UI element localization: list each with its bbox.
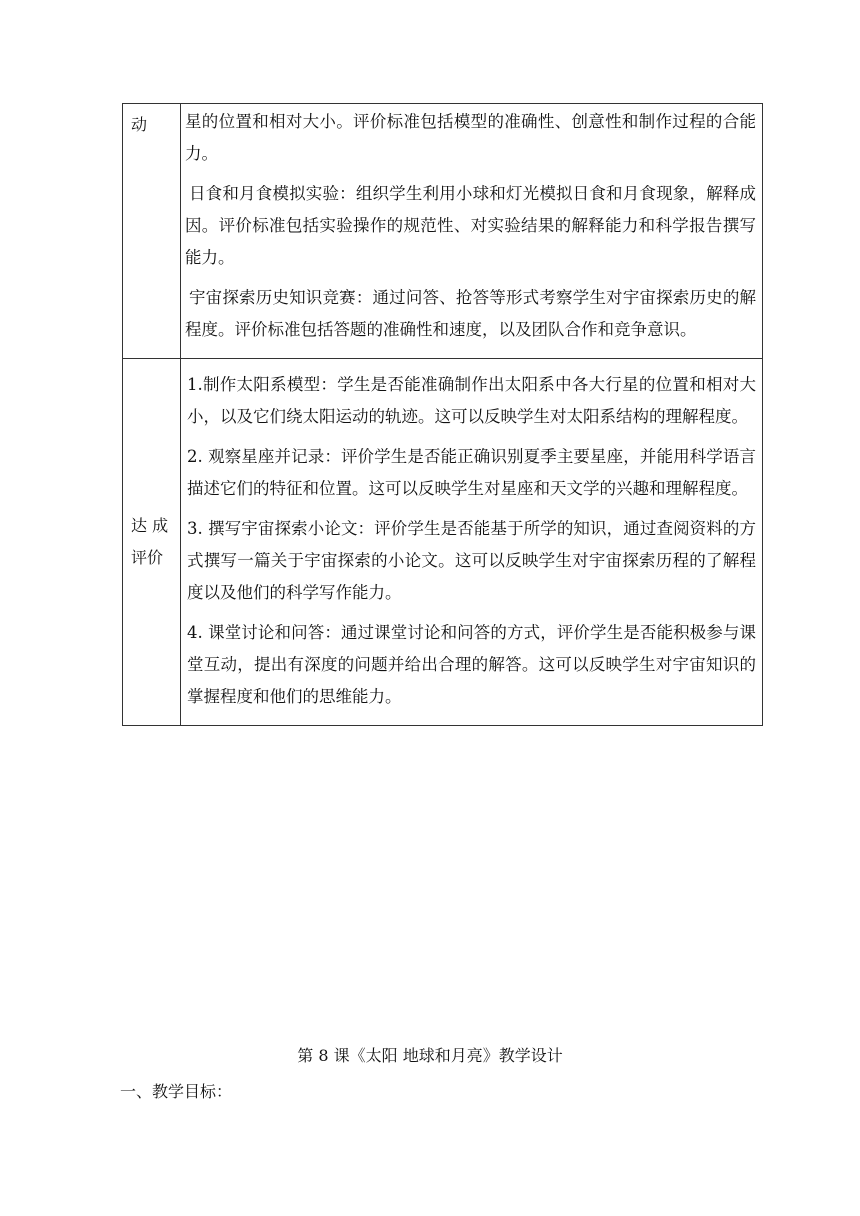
criterion-item-4: 4. 课堂讨论和问答：通过课堂讨论和问答的方式，评价学生是否能积极参与课堂互动，提出有深度的问题并给出合理的解答。这可以反映学生对宇宙知识的掌握程度和他们的思维能力。 — [187, 623, 756, 706]
table-row-activity — [123, 104, 763, 359]
activity-content-cell — [181, 104, 763, 359]
evaluation-table — [122, 103, 763, 726]
row-label-activity: 动 — [123, 104, 181, 359]
lesson-title: 第 8 课《太阳 地球和月亮》教学设计 — [297, 1046, 563, 1065]
criterion-item-2: 2. 观察星座并记录：评价学生是否能正确识别夏季主要星座，并能用科学语言描述它们的特征和位置。这可以反映学生对星座和天文学的兴趣和理解程度。 — [187, 447, 756, 498]
row-label-achievement — [123, 359, 181, 726]
achievement-content-cell — [181, 359, 763, 726]
activity-paragraph-2: 日食和月食模拟实验：组织学生利用小球和灯光模拟日食和月食现象，解释成因。评价标准包括实验操作的规范性、对实验结果的解释能力和科学报告撰写能力。 — [185, 184, 756, 267]
table-row-achievement — [123, 359, 763, 726]
activity-paragraph-3: 宇宙探索历史知识竞赛：通过问答、抢答等形式考察学生对宇宙探索历史的解程度。评价标准包括答题的准确性和速度，以及团队合作和竞争意识。 — [185, 288, 756, 339]
criterion-item-1: 1.制作太阳系模型：学生是否能准确制作出太阳系中各大行星的位置和相对大小，以及它们绕太阳运动的轨迹。这可以反映学生对太阳系结构的理解程度。 — [187, 375, 756, 426]
row-label-line-1: 达 成 — [131, 516, 169, 535]
row-label-line-2: 评价 — [131, 548, 164, 567]
activity-paragraph-1: 星的位置和相对大小。评价标准包括模型的准确性、创意性和制作过程的合能力。 — [185, 112, 756, 163]
criterion-item-3: 3. 撰写宇宙探索小论文：评价学生是否能基于所学的知识，通过查阅资料的方式撰写一篇关于宇宙探索的小论文。这可以反映学生对宇宙探索历程的了解程度以及他们的科学写作能力。 — [187, 519, 756, 602]
section-heading-objectives: 一、教学目标： — [120, 1082, 233, 1101]
